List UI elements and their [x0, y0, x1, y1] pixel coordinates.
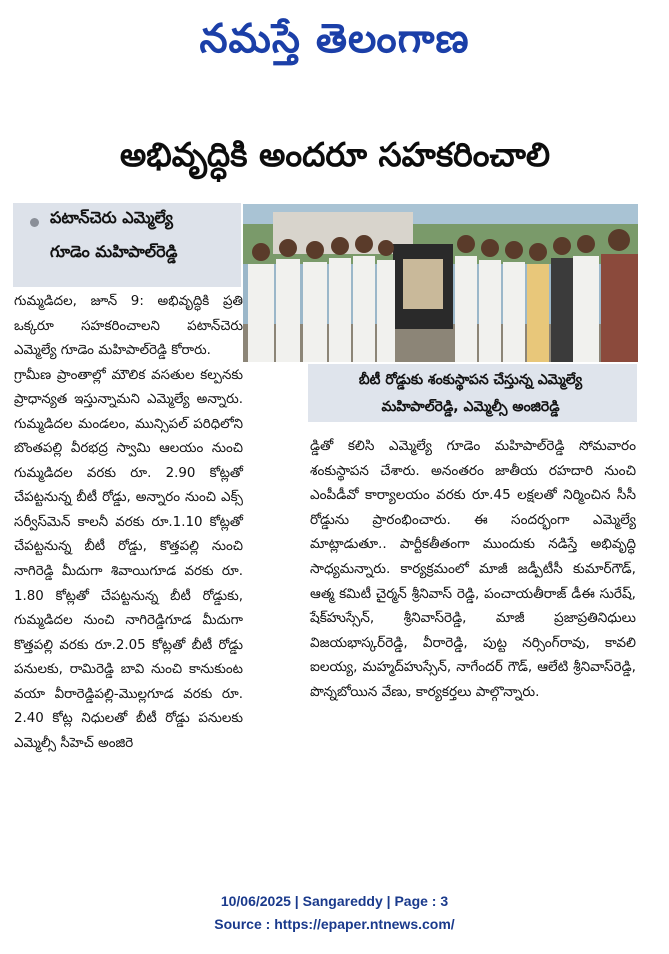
footer-date-line: 10/06/2025 | Sangareddy | Page : 3 — [220, 893, 449, 909]
body-paragraph: డ్డితో కలిసి ఎమ్మెల్యే గూడెం మహిపాల్‌రెడ్డి సోమవారం శంకుస్థాపన చేశారు. అనంతరం జాతీయ రహదారి నుంచి ఎంపీడీవో కార్యాలయం వరకు రూ.45 లక్షలతో నిర్మించిన సీసీ రోడ్డును ప్రారంభించారు. ఈ సందర్భంగా ఎమ్మెల్యే మాట్లాడుతూ.. పార్టీకతీతంగా ముందుకు నడిస్తే అభివృద్ధి సాధ్యమన్నారు. కార్యక్రమంలో మాజీ జడ్పీటీసీ కుమార్‌గౌడ్, ఆత్మ కమిటీ చైర్మన్ శ్రీనివాస్ రెడ్డి, పంచాయతీరాజ్ డీఈ సురేష్, షేక్‌హుస్సేన్, శ్రీనివాస్‌రెడ్డి, మాజీ ప్రజాప్రతినిధులు విజయభాస్కర్‌రెడ్డి, వీరారెడ్డి, పుట్ట నర్సింగ్‌రావు, కావలి ఐలయ్య, మహ్మద్‌హుస్సేన్, నాగేందర్ గౌడ్, ఆలేటి శ్రీనివాస్‌రెడ్డి, పొన్నబోయిన వేణు, కార్యకర్తలు పాల్గొన్నారు. — [310, 438, 636, 700]
body-paragraph: గ్రామీణ ప్రాంతాల్లో మౌలిక వసతుల కల్పనకు ప్రాధాన్యత ఇస్తున్నామని ఎమ్మెల్యే అన్నారు. గుమ్మడిదల మండలం, మున్సిపల్ పరిధిలోని బొంతపల్లి వీరభద్ర స్వామి ఆలయం నుంచి గుమ్మడిదల వరకు రూ. 2.90 కోట్లతో చేపట్టనున్న బీటీ రోడ్డు, అన్నారం నుంచి ఎక్స్ సర్వీస్‌మెన్ కాలనీ వరకు రూ.1.10 కోట్లతో చేపట్టనున్న బీటీ రోడ్డు, కొత్తపల్లి నుంచి నాగిరెడ్డి మీదుగా శివాయిగూడ వరకు రూ. 1.80 కోట్లతో చేపట్టనున్న బీటీ రోడ్డుకు, గుమ్మడిదల నుంచి నాగిరెడ్డిగూడ మీదుగా కొత్తపల్లి వరకు రూ.2.05 కోట్లతో బీటీ రోడ్డు పనులకు, రామిరెడ్డి బావి నుంచి కానుకుంట వయా వీరారెడ్డిపల్లి-మొల్లగూడ వరకు రూ. 2.40 కోట్ల నిధులతో బీటీ రోడ్డు పనులకు ఎమ్మెల్సీ సీహెచ్ అంజిరె — [14, 367, 243, 751]
crowd-photo-illustration — [243, 204, 638, 362]
body-paragraph: గుమ్మడిదల, జూన్ 9: అభివృద్ధికి ప్రతి ఒక్కరూ సహకరించాలని పటాన్‌చెరు ఎమ్మెల్యే గూడెం మహిపాల్‌రెడ్డి కోరారు. — [14, 294, 243, 359]
article-headline: అభివృద్ధికి అందరూ సహకరించాలి — [119, 135, 551, 174]
photo-caption-line-2: మహిపాల్‌రెడ్డి, ఎమ్మెల్సీ అంజిరెడ్డి — [381, 399, 560, 415]
kicker-line-2: గూడెం మహిపాల్‌రెడ్డి — [50, 242, 178, 261]
article-photo — [243, 204, 638, 362]
masthead-title: నమస్తే తెలంగాణ — [199, 16, 470, 62]
kicker-line-1: పటాన్‌చెరు ఎమ్మెల్యే — [50, 208, 174, 227]
photo-caption-line-1: బీటీ రోడ్డుకు శంకుస్థాపన చేస్తున్న ఎమ్మెల్యే — [358, 372, 583, 388]
article-body-left — [14, 290, 243, 756]
article-body-right — [310, 434, 636, 705]
bullet-icon — [30, 218, 39, 227]
footer-source-line: Source : https://epaper.ntnews.com/ — [214, 916, 455, 932]
